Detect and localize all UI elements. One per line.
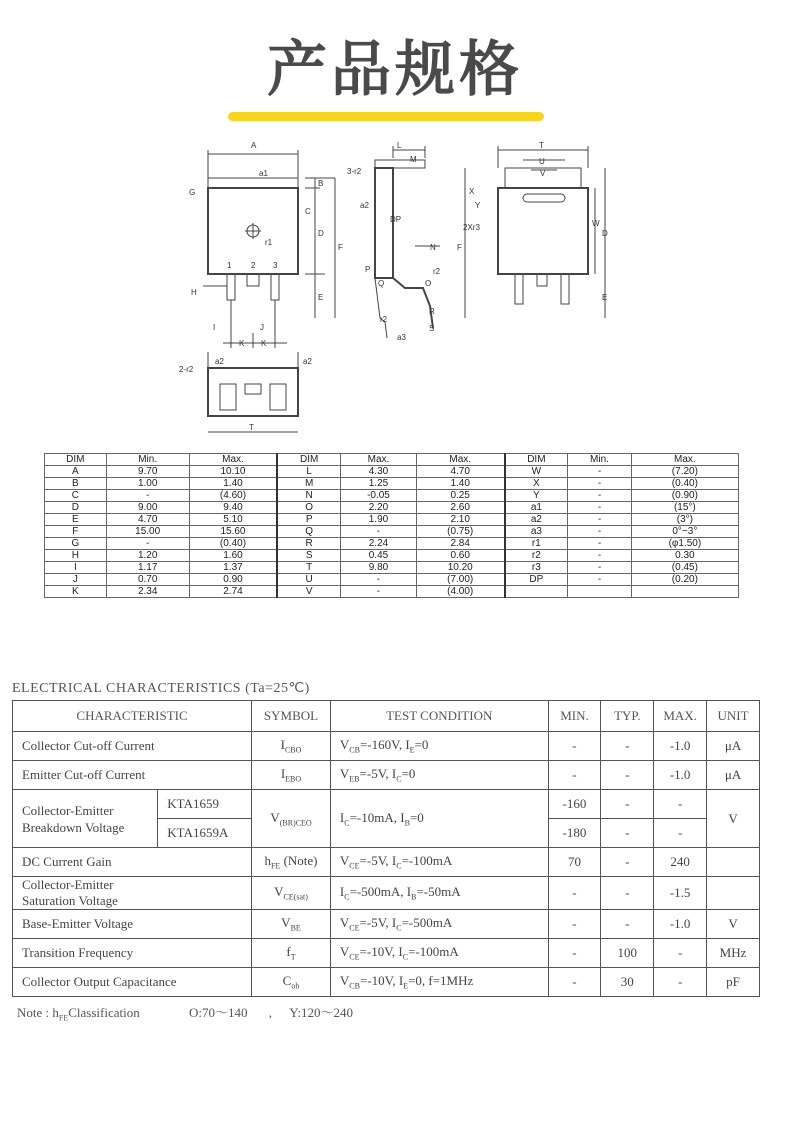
dim-cell: (4.00) bbox=[416, 586, 504, 598]
label-E: E bbox=[318, 293, 324, 302]
table-row: Emitter Cut-off Current $I_{EBO}$ $V_{EB}=-5V$, $I_C=0$ - - -1.0 μA bbox=[13, 761, 760, 790]
dim-cell: - bbox=[568, 550, 631, 562]
dim-cell: - bbox=[568, 574, 631, 586]
table-row: KTA1659A -180 - - bbox=[13, 819, 760, 848]
dim-cell: 0.90 bbox=[189, 574, 277, 586]
dim-cell bbox=[568, 586, 631, 598]
dim-cell: - bbox=[106, 538, 189, 550]
table-row: Collector-Emitter Saturation Voltage $V_{CE(sat)}$ $I_C=-500mA$, $I_B=-50mA$ - - -1.5 bbox=[13, 877, 760, 910]
dim-cell: - bbox=[341, 586, 417, 598]
dim-cell: L bbox=[277, 466, 340, 478]
dim-cell: 0.30 bbox=[631, 550, 738, 562]
dim-cell: 5.10 bbox=[189, 514, 277, 526]
label-2Xr3: 2Xr3 bbox=[463, 223, 480, 232]
label-W: W bbox=[592, 219, 600, 228]
dim-cell: - bbox=[568, 502, 631, 514]
dim-cell: I bbox=[45, 562, 107, 574]
dim-cell: 1.40 bbox=[189, 478, 277, 490]
dim-cell: 0°~3° bbox=[631, 526, 738, 538]
header-max: MAX. bbox=[654, 701, 707, 732]
label-G: G bbox=[189, 188, 196, 197]
dim-cell: (3°) bbox=[631, 514, 738, 526]
dim-cell: (0.90) bbox=[631, 490, 738, 502]
label-a2-bottom-right: a2 bbox=[303, 357, 312, 366]
dim-cell: - bbox=[341, 574, 417, 586]
dim-table-row bbox=[45, 466, 739, 478]
dimension-table bbox=[44, 453, 739, 598]
dim-cell: X bbox=[505, 478, 568, 490]
dim-cell: 15.00 bbox=[106, 526, 189, 538]
table-header-row bbox=[13, 701, 760, 732]
table-row: Collector Output Capacitance $C_{ob}$ $V_{CB}=-10V$, $I_E=0$, f=1MHz - 30 - pF bbox=[13, 968, 760, 997]
dim-cell: (4.60) bbox=[189, 490, 277, 502]
dim-cell: Max. bbox=[341, 454, 417, 466]
dim-table-row bbox=[45, 478, 739, 490]
label-3r2: 3-r2 bbox=[347, 167, 362, 176]
dim-cell: 9.70 bbox=[106, 466, 189, 478]
dim-cell: R bbox=[277, 538, 340, 550]
dim-cell: 2.20 bbox=[341, 502, 417, 514]
label-r1: r1 bbox=[265, 238, 273, 247]
dim-cell: 0.45 bbox=[341, 550, 417, 562]
dim-cell: H bbox=[45, 550, 107, 562]
electrical-characteristics-table bbox=[12, 700, 760, 997]
dim-cell: V bbox=[277, 586, 340, 598]
dim-cell: 0.25 bbox=[416, 490, 504, 502]
dim-cell: (0.40) bbox=[189, 538, 277, 550]
dim-cell: 2.60 bbox=[416, 502, 504, 514]
dim-cell: 2.84 bbox=[416, 538, 504, 550]
dim-cell: 15.60 bbox=[189, 526, 277, 538]
label-pin1: 1 bbox=[227, 261, 232, 270]
label-a3: a3 bbox=[397, 333, 406, 342]
header-typ: TYP. bbox=[601, 701, 654, 732]
label-K2: K bbox=[261, 339, 267, 348]
label-pin3: 3 bbox=[273, 261, 278, 270]
table-row: DC Current Gain $h_{FE}$ (Note) $V_{CE}=-5V$, $I_C=-100mA$ 70 - 240 bbox=[13, 848, 760, 877]
dim-cell: 10.20 bbox=[416, 562, 504, 574]
dim-cell: 2.24 bbox=[341, 538, 417, 550]
label-J: J bbox=[260, 323, 264, 332]
dim-table-row bbox=[45, 538, 739, 550]
dim-cell: 4.30 bbox=[341, 466, 417, 478]
dim-table-row bbox=[45, 586, 739, 598]
label-E-back: E bbox=[602, 293, 608, 302]
table-row: Collector Cut-off Current $I_{CBO}$ $V_{CB}=-160V$, $I_E=0$ - - -1.0 μA bbox=[13, 732, 760, 761]
label-D: D bbox=[318, 229, 324, 238]
header-symbol: SYMBOL bbox=[252, 701, 331, 732]
dim-cell: 2.34 bbox=[106, 586, 189, 598]
dim-cell: W bbox=[505, 466, 568, 478]
dim-cell: - bbox=[568, 562, 631, 574]
label-H: H bbox=[191, 288, 197, 297]
label-a1: a1 bbox=[259, 169, 268, 178]
dim-cell: - bbox=[568, 478, 631, 490]
dim-cell: r2 bbox=[505, 550, 568, 562]
label-r2-bottom: r2 bbox=[380, 315, 388, 324]
dim-cell: 1.37 bbox=[189, 562, 277, 574]
dim-cell: DIM bbox=[45, 454, 107, 466]
dim-cell: - bbox=[106, 490, 189, 502]
dim-cell: K bbox=[45, 586, 107, 598]
dim-cell: 1.25 bbox=[341, 478, 417, 490]
label-a2-side: a2 bbox=[360, 201, 369, 210]
dim-cell: - bbox=[568, 526, 631, 538]
dim-cell: r1 bbox=[505, 538, 568, 550]
label-X: X bbox=[469, 187, 475, 196]
dim-cell: A bbox=[45, 466, 107, 478]
dim-table-row bbox=[45, 514, 739, 526]
hfe-classification-note: Note : $h_{FE}Classification$ O:70～140 , Y:120～240 bbox=[17, 1005, 354, 1023]
label-a2-bottom-left: a2 bbox=[215, 357, 224, 366]
dim-cell: 1.90 bbox=[341, 514, 417, 526]
label-Y: Y bbox=[475, 201, 481, 210]
dim-cell: Max. bbox=[631, 454, 738, 466]
label-C: C bbox=[305, 207, 311, 216]
label-P: P bbox=[365, 265, 371, 274]
label-DP: DP bbox=[390, 215, 402, 224]
table-row: Collector-Emitter Breakdown Voltage KTA1659 $V_{(BR)CEO}$ $I_C=-10mA$, $I_B=0$ -160 - - V bbox=[13, 790, 760, 819]
dim-cell: - bbox=[568, 514, 631, 526]
dim-cell: 0.70 bbox=[106, 574, 189, 586]
label-O: O bbox=[425, 279, 432, 288]
dim-cell: DP bbox=[505, 574, 568, 586]
header-min: MIN. bbox=[548, 701, 601, 732]
dim-cell: Min. bbox=[106, 454, 189, 466]
dim-cell: 2.74 bbox=[189, 586, 277, 598]
label-N: N bbox=[430, 243, 436, 252]
dim-cell: - bbox=[568, 490, 631, 502]
dim-cell: Y bbox=[505, 490, 568, 502]
dim-cell: Max. bbox=[189, 454, 277, 466]
dim-cell: (15°) bbox=[631, 502, 738, 514]
dim-cell: F bbox=[45, 526, 107, 538]
dim-cell: 0.60 bbox=[416, 550, 504, 562]
dim-cell: 1.20 bbox=[106, 550, 189, 562]
dim-table-row bbox=[45, 502, 739, 514]
label-U: U bbox=[539, 157, 545, 166]
label-pin2: 2 bbox=[251, 261, 256, 270]
label-S: S bbox=[429, 324, 435, 333]
label-M: M bbox=[410, 155, 417, 164]
dim-cell: U bbox=[277, 574, 340, 586]
dim-cell: 4.70 bbox=[416, 466, 504, 478]
dim-table-row bbox=[45, 526, 739, 538]
dim-cell: 9.40 bbox=[189, 502, 277, 514]
label-T-bottom: T bbox=[249, 423, 254, 432]
dim-cell: (0.40) bbox=[631, 478, 738, 490]
dim-cell: 10.10 bbox=[189, 466, 277, 478]
label-L: L bbox=[397, 141, 402, 150]
label-A: A bbox=[251, 141, 257, 150]
dim-cell: Min. bbox=[568, 454, 631, 466]
dim-cell: D bbox=[45, 502, 107, 514]
label-T: T bbox=[539, 141, 544, 150]
dim-cell: 4.70 bbox=[106, 514, 189, 526]
dim-cell: -0.05 bbox=[341, 490, 417, 502]
label-r2-side: r2 bbox=[433, 267, 441, 276]
label-K1: K bbox=[239, 339, 245, 348]
dim-cell: Max. bbox=[416, 454, 504, 466]
dim-cell: DIM bbox=[505, 454, 568, 466]
table-row: Base-Emitter Voltage $V_{BE}$ $V_{CE}=-5V$, $I_C=-500mA$ - - -1.0 V bbox=[13, 910, 760, 939]
dim-cell: r3 bbox=[505, 562, 568, 574]
dim-cell: N bbox=[277, 490, 340, 502]
dim-cell: 1.00 bbox=[106, 478, 189, 490]
dim-cell: 1.60 bbox=[189, 550, 277, 562]
dim-cell: G bbox=[45, 538, 107, 550]
dim-cell bbox=[505, 586, 568, 598]
dim-cell: 1.17 bbox=[106, 562, 189, 574]
dim-cell: DIM bbox=[277, 454, 340, 466]
dim-table-row bbox=[45, 490, 739, 502]
dim-cell: M bbox=[277, 478, 340, 490]
dim-cell: (φ1.50) bbox=[631, 538, 738, 550]
dim-table-row bbox=[45, 550, 739, 562]
dim-cell: 9.00 bbox=[106, 502, 189, 514]
dim-cell: T bbox=[277, 562, 340, 574]
dim-cell: 9.80 bbox=[341, 562, 417, 574]
label-R: R bbox=[429, 307, 435, 316]
dim-cell: (0.75) bbox=[416, 526, 504, 538]
label-B: B bbox=[318, 179, 324, 188]
dim-cell: a3 bbox=[505, 526, 568, 538]
header-characteristic: CHARACTERISTIC bbox=[13, 701, 252, 732]
dim-cell: Q bbox=[277, 526, 340, 538]
label-2r2: 2-r2 bbox=[179, 365, 194, 374]
dim-cell: - bbox=[341, 526, 417, 538]
dim-cell: - bbox=[568, 538, 631, 550]
dim-cell: (0.20) bbox=[631, 574, 738, 586]
dim-table-row bbox=[45, 574, 739, 586]
dim-table-row bbox=[45, 562, 739, 574]
dim-cell: C bbox=[45, 490, 107, 502]
electrical-characteristics-heading: ELECTRICAL CHARACTERISTICS (Ta=25℃) bbox=[12, 681, 310, 696]
label-F: F bbox=[338, 243, 343, 252]
package-outline-drawing bbox=[175, 138, 615, 450]
dim-cell: J bbox=[45, 574, 107, 586]
label-I: I bbox=[213, 323, 216, 332]
dim-cell: (0.45) bbox=[631, 562, 738, 574]
dim-cell: O bbox=[277, 502, 340, 514]
table-row: Transition Frequency $f_T$ $V_{CE}=-10V$, $I_C=-100mA$ - 100 - MHz bbox=[13, 939, 760, 968]
dim-cell: (7.20) bbox=[631, 466, 738, 478]
label-Q: Q bbox=[378, 279, 385, 288]
title-underline bbox=[228, 112, 544, 121]
label-F-back: F bbox=[457, 243, 462, 252]
label-V: V bbox=[540, 169, 546, 178]
dim-cell: (7.00) bbox=[416, 574, 504, 586]
header-unit: UNIT bbox=[707, 701, 760, 732]
page-title: 产品规格 bbox=[267, 35, 523, 105]
header-test-condition: TEST CONDITION bbox=[330, 701, 548, 732]
dim-cell: E bbox=[45, 514, 107, 526]
dim-cell: a2 bbox=[505, 514, 568, 526]
dim-cell bbox=[631, 586, 738, 598]
dim-cell: B bbox=[45, 478, 107, 490]
dim-cell: 1.40 bbox=[416, 478, 504, 490]
dim-cell: a1 bbox=[505, 502, 568, 514]
dim-table-header bbox=[45, 454, 739, 466]
dim-cell: P bbox=[277, 514, 340, 526]
dim-cell: S bbox=[277, 550, 340, 562]
label-D-back: D bbox=[602, 229, 608, 238]
dim-cell: 2.10 bbox=[416, 514, 504, 526]
dim-cell: - bbox=[568, 466, 631, 478]
